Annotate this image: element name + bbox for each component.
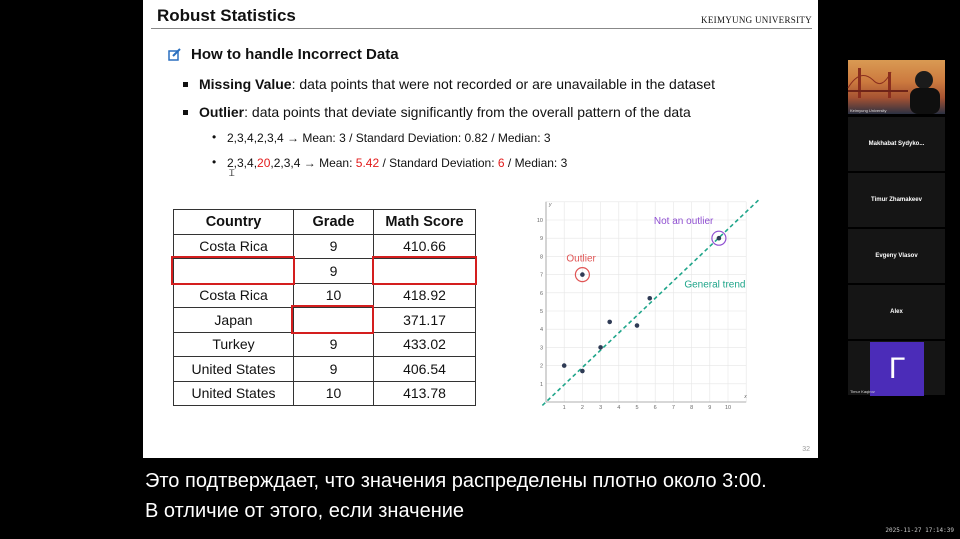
y-tick-label: 9 xyxy=(539,236,543,243)
data-point xyxy=(580,272,585,277)
missing-grade-highlight xyxy=(291,305,374,334)
participant-caption: Timur Kaqirov xyxy=(850,389,875,394)
edit-checkbox-icon xyxy=(168,48,182,62)
university-logo-text: KEIMYUNG UNIVERSITY xyxy=(701,15,812,25)
x-axis-label: x xyxy=(744,394,747,400)
cell-grade: 9 xyxy=(294,234,374,259)
column-header: Country xyxy=(174,210,294,235)
title-divider xyxy=(151,28,812,29)
timestamp: 2025-11-27 17:14:39 xyxy=(885,527,954,534)
x-tick-label: 4 xyxy=(617,405,621,411)
scatter-chart xyxy=(524,198,746,420)
x-tick-label: 10 xyxy=(724,405,732,411)
y-tick-label: 8 xyxy=(539,254,543,261)
data-point xyxy=(647,296,652,301)
y-tick-label: 3 xyxy=(539,345,543,352)
cell-country: Costa Rica xyxy=(174,234,294,259)
cell-grade: 10 xyxy=(294,381,374,406)
cell-grade: 10 xyxy=(294,283,374,308)
x-tick-label: 7 xyxy=(671,405,675,411)
text-cursor-icon: Ꮖ xyxy=(229,168,235,178)
data-point xyxy=(580,369,585,374)
y-tick-label: 2 xyxy=(539,363,543,370)
x-tick-label: 1 xyxy=(562,405,566,411)
missing-country-highlight xyxy=(171,256,295,285)
participant-name: Evgeny Vlasov xyxy=(875,253,918,259)
x-tick-label: 2 xyxy=(580,405,584,411)
cell-score: 433.02 xyxy=(374,332,476,357)
data-point xyxy=(598,345,603,350)
section-heading-text: How to handle Incorrect Data xyxy=(191,46,399,63)
x-tick-label: 8 xyxy=(690,405,694,411)
bullet-outlier: Outlier: data points that deviate significantly from the overall pattern of the data xyxy=(183,104,691,120)
y-tick-label: 7 xyxy=(539,272,543,279)
participant-tile[interactable] xyxy=(848,229,945,283)
subtitle-line-1: Это подтверждает, что значения распределены плотно около 3:00. xyxy=(145,470,767,492)
y-tick-label: 5 xyxy=(539,309,543,315)
table-row xyxy=(174,381,476,406)
example-normal-data: • 2,3,4,2,3,4 → Mean: 3 / Standard Deviation: 0.82 / Median: 3 xyxy=(212,131,551,145)
table-row xyxy=(174,234,476,259)
cell-grade: 9 xyxy=(294,357,374,382)
x-tick-label: 6 xyxy=(653,405,657,411)
data-point xyxy=(635,323,640,328)
participant-name: Timur Zhamakeev xyxy=(871,197,922,203)
presentation-slide xyxy=(143,0,818,458)
cell-country: Turkey xyxy=(174,332,294,357)
participant-avatar-tile[interactable] xyxy=(848,341,945,395)
cell-country: United States xyxy=(174,381,294,406)
data-point xyxy=(717,236,722,241)
x-tick-label: 9 xyxy=(708,405,712,411)
participant-tile[interactable] xyxy=(848,285,945,339)
y-tick-label: 4 xyxy=(539,327,543,334)
annotation-not-outlier: Not an outlier xyxy=(653,216,714,228)
section-heading xyxy=(168,46,399,63)
cell-country: Costa Rica xyxy=(174,283,294,308)
participant-video-tile[interactable] xyxy=(848,60,945,114)
missing-score-highlight xyxy=(372,256,477,285)
column-header: Grade xyxy=(294,210,374,235)
cell-country: United States xyxy=(174,357,294,382)
participant-caption: Keimyung University xyxy=(850,108,887,113)
data-point xyxy=(607,320,612,325)
subtitle-line-2: В отличие от этого, если значение xyxy=(145,500,465,522)
participant-tile[interactable] xyxy=(848,173,945,227)
table-row xyxy=(174,332,476,357)
y-tick-label: 6 xyxy=(539,290,543,297)
participant-tile[interactable] xyxy=(848,117,945,171)
cell-score: 413.78 xyxy=(374,381,476,406)
x-tick-label: 3 xyxy=(599,405,603,411)
cell-score: 410.66 xyxy=(374,234,476,259)
cell-country: Japan xyxy=(174,308,294,333)
annotation-general-trend: General trend xyxy=(684,279,746,291)
slide-title: Robust Statistics xyxy=(157,6,296,25)
example-outlier-data: • 2,3,4,20,2,3,4 → Mean: 5.42 / Standard Deviation: 6 / Median: 3 xyxy=(212,156,567,170)
page-number: 32 xyxy=(802,446,810,453)
cell-score: 406.54 xyxy=(374,357,476,382)
avatar: Г xyxy=(870,342,924,396)
participant-name: Makhabat Sydyko... xyxy=(868,141,925,147)
y-axis-label: y xyxy=(549,201,552,208)
x-tick-label: 5 xyxy=(635,405,639,411)
table-header-row xyxy=(174,210,476,235)
y-tick-label: 10 xyxy=(536,218,543,224)
cell-score: 418.92 xyxy=(374,283,476,308)
cell-grade: 9 xyxy=(294,332,374,357)
cell-grade: 9 xyxy=(294,259,374,284)
bullet-missing-value: Missing Value: data points that were not recorded or are unavailable in the dataset xyxy=(183,76,715,92)
cell-score: 371.17 xyxy=(374,308,476,333)
golden-gate-bridge-background xyxy=(848,60,945,114)
annotation-outlier: Outlier xyxy=(566,253,596,265)
participant-name: Alex xyxy=(890,309,903,315)
y-tick-label: 1 xyxy=(539,381,543,388)
table-row xyxy=(174,283,476,308)
data-point xyxy=(562,363,567,368)
table-row xyxy=(174,357,476,382)
column-header: Math Score xyxy=(374,210,476,235)
